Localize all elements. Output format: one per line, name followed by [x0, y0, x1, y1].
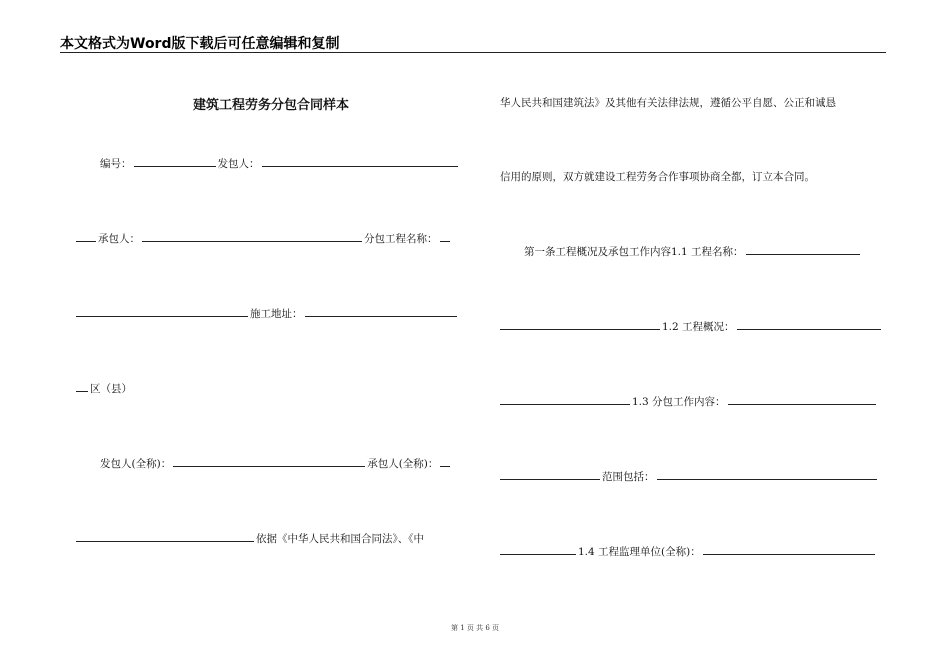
chengbaoren-lead-blank[interactable]	[76, 230, 96, 242]
shigong-addr-blank[interactable]	[305, 305, 457, 317]
fenbao-name-blank[interactable]	[440, 230, 450, 242]
fanwei-blank[interactable]	[657, 468, 877, 480]
fanwei-label: 范围包括：	[602, 471, 655, 483]
right-p2: 信用的原则，双方就建设工程劳务合作事项协商全都，订立本合同。	[500, 171, 815, 183]
jianli-label: 1.4 工程监理单位(全称)：	[578, 546, 701, 558]
line-gaikuang	[500, 318, 883, 334]
bianhao-blank[interactable]	[134, 155, 216, 167]
document-header: 本文格式为Word版下载后可任意编辑和复制	[60, 36, 340, 52]
fanwei-lead-blank[interactable]	[500, 468, 600, 480]
chengbaoren-label: 承包人：	[98, 233, 140, 245]
yiju-text: 依据《中华人民共和国合同法》、《中	[256, 533, 424, 545]
qu-lead-blank[interactable]	[76, 380, 88, 392]
header-rule	[60, 52, 886, 53]
line-art1	[524, 243, 862, 259]
yiju-lead-blank[interactable]	[76, 530, 254, 542]
line-fanwei	[500, 468, 879, 484]
shigong-lead-blank[interactable]	[76, 305, 248, 317]
jianli-blank[interactable]	[703, 543, 875, 555]
project-name-blank[interactable]	[746, 243, 860, 255]
line-fabao-full	[100, 455, 452, 471]
neirong-lead-blank[interactable]	[500, 393, 630, 405]
line-chengbaoren	[76, 230, 452, 246]
right-p1: 华人民共和国建筑法》及其他有关法律法规，遵循公平自愿、公正和诚恳	[500, 97, 836, 109]
line-jianli	[500, 543, 877, 559]
line-neirong	[500, 393, 878, 409]
fabao-full-blank[interactable]	[173, 455, 365, 467]
page-footer: 第 1 页 共 6 页	[450, 624, 500, 632]
fenbao-name-label: 分包工程名称：	[364, 233, 438, 245]
fabaoren-blank[interactable]	[262, 155, 458, 167]
gaikuang-label: 1.2 工程概况：	[662, 321, 735, 333]
art1-label: 第一条工程概况及承包工作内容1.1 工程名称：	[524, 246, 744, 258]
fabaoren-label: 发包人：	[217, 158, 260, 170]
shigong-addr-label: 施工地址：	[250, 308, 303, 320]
fabao-full-label: 发包人(全称)：	[100, 458, 172, 470]
neirong-label: 1.3 分包工作内容：	[632, 396, 726, 408]
line-bianhao	[100, 155, 460, 171]
chengbaoren-blank[interactable]	[142, 230, 362, 242]
chengbao-full-blank[interactable]	[440, 455, 450, 467]
neirong-blank[interactable]	[728, 393, 876, 405]
line-yiju	[76, 530, 424, 546]
line-qu	[76, 380, 132, 396]
bianhao-label: 编号：	[100, 158, 132, 170]
jianli-lead-blank[interactable]	[500, 543, 576, 555]
qu-label: 区（县）	[90, 383, 132, 395]
line-shigong	[76, 305, 459, 321]
chengbao-full-label: 承包人(全称)：	[367, 458, 439, 470]
gaikuang-lead-blank[interactable]	[500, 318, 660, 330]
document-title: 建筑工程劳务分包合同样本	[192, 98, 349, 113]
gaikuang-blank[interactable]	[737, 318, 881, 330]
